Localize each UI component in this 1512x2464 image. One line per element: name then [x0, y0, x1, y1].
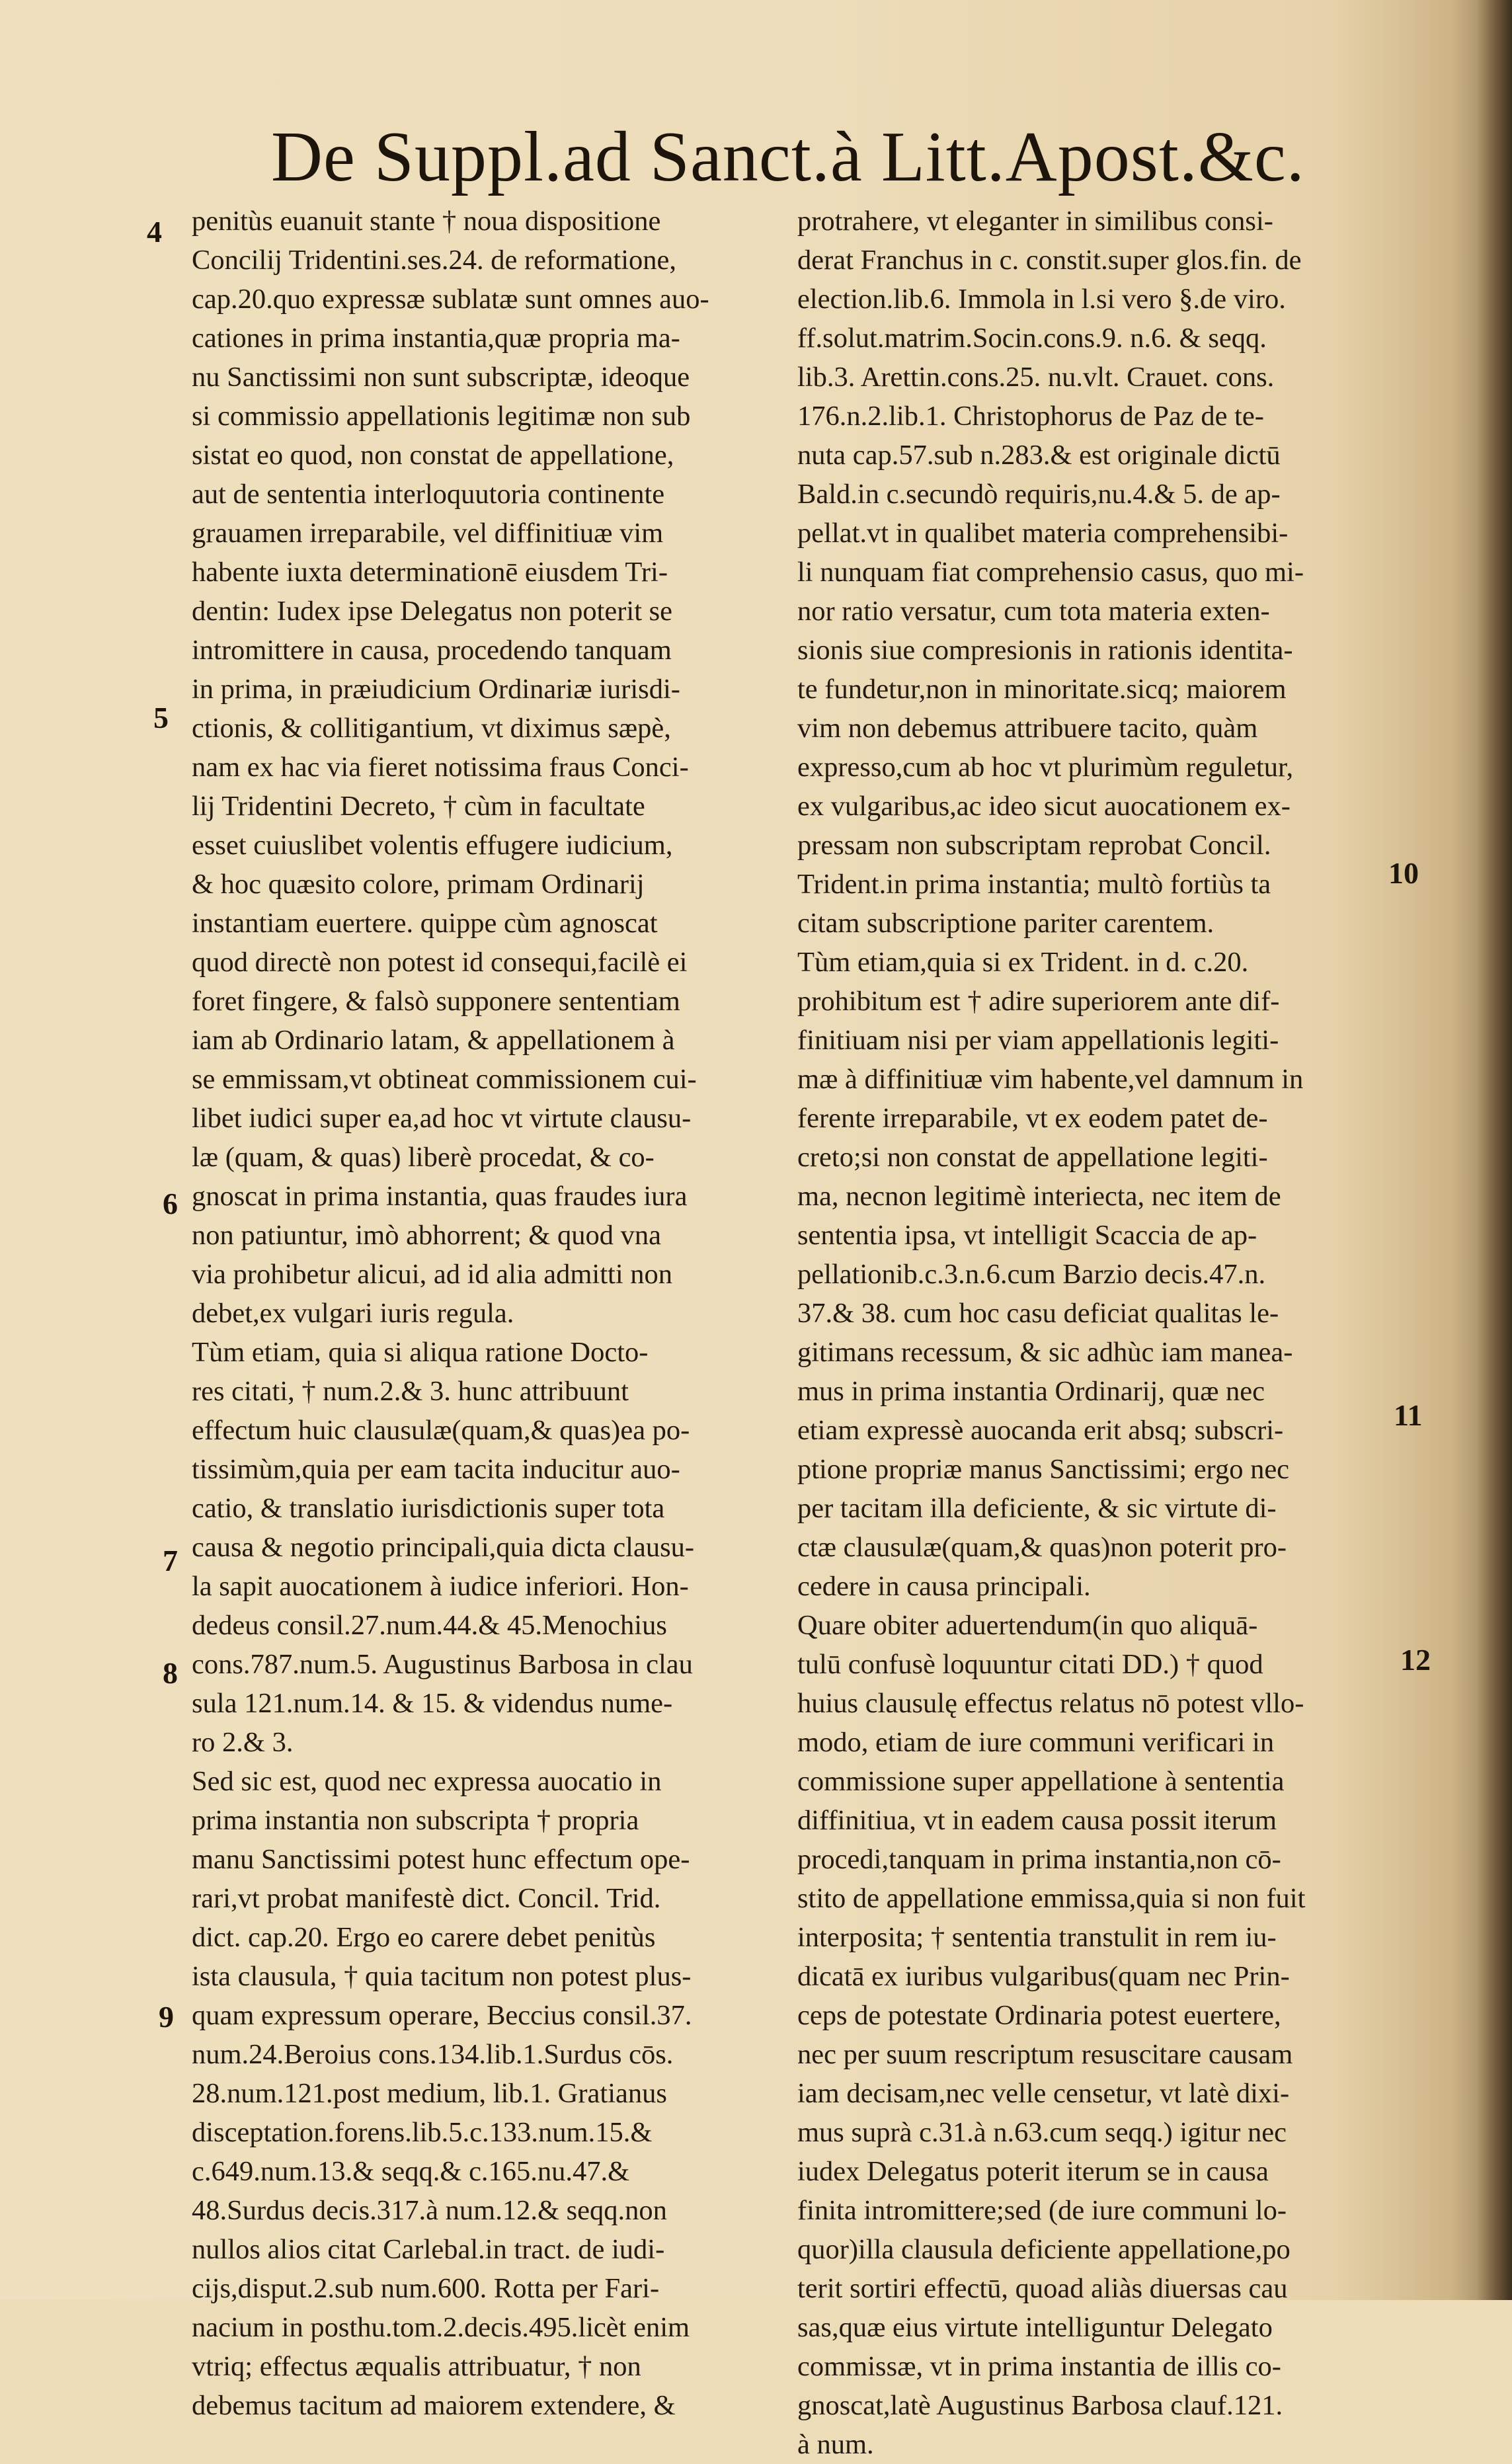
text-line: esset cuiuslibet volentis effugere iudicium,: [192, 830, 673, 861]
text-line: pellationib.c.3.n.6.cum Barzio decis.47.n.: [797, 1259, 1266, 1290]
text-line: cijs,disput.2.sub num.600. Rotta per Fari-: [192, 2273, 660, 2304]
text-line: dentin: Iudex ipse Delegatus non poterit se: [192, 596, 673, 627]
text-line: ma, necnon legitimè interiecta, nec item de: [797, 1181, 1281, 1212]
text-line: cationes in prima instantia,quæ propria ma-: [192, 323, 680, 354]
text-line: dicatā ex iuribus vulgaribus(quam nec Prin-: [797, 1961, 1290, 1992]
text-line: Bald.in c.secundò requiris,nu.4.& 5. de ap-: [797, 479, 1281, 510]
text-line: derat Franchus in c. constit.super glos.fin. de: [797, 245, 1302, 276]
margin-number: 5: [153, 701, 169, 735]
text-line: libet iudici super ea,ad hoc vt virtute clausu-: [192, 1103, 692, 1134]
text-line: à num.: [797, 2429, 874, 2460]
text-line: aut de sententia interloquutoria continente: [192, 479, 665, 510]
text-line: la sapit auocationem à iudice inferiori. Hon-: [192, 1571, 689, 1602]
text-line: 48.Surdus decis.317.à num.12.& seqq.non: [192, 2195, 667, 2226]
text-line: expresso,cum ab hoc vt plurimùm reguletur,: [797, 752, 1294, 783]
text-line: vim non debemus attribuere tacito, quàm: [797, 713, 1258, 744]
text-line: nu Sanctissimi non sunt subscriptæ, ideoque: [192, 362, 690, 393]
text-line: ex vulgaribus,ac ideo sicut auocationem ex-: [797, 791, 1291, 822]
margin-number: 9: [159, 2000, 174, 2034]
text-line: Quare obiter aduertendum(in quo aliquā-: [797, 1610, 1258, 1641]
text-line: protrahere, vt eleganter in similibus consi-: [797, 206, 1273, 237]
text-line: dict. cap.20. Ergo eo carere debet penitùs: [192, 1922, 656, 1953]
text-line: gnoscat in prima instantia, quas fraudes iura: [192, 1181, 688, 1212]
text-line: nullos alios citat Carlebal.in tract. de iudi-: [192, 2234, 665, 2265]
margin-number: 4: [147, 215, 162, 249]
text-line: Tùm etiam, quia si aliqua ratione Docto-: [192, 1337, 649, 1368]
text-line: habente iuxta determinationē eiusdem Tri-: [192, 557, 668, 588]
text-line: instantiam euertere. quippe cùm agnoscat: [192, 908, 658, 939]
text-line: via prohibetur alicui, ad id alia admitti non: [192, 1259, 673, 1290]
text-line: lij Tridentini Decreto, † cùm in facultate: [192, 791, 645, 822]
text-line: sionis siue compresionis in rationis identita-: [797, 635, 1293, 666]
text-line: & hoc quæsito colore, primam Ordinarij: [192, 869, 645, 900]
text-line: etiam expressè auocanda erit absq; subscri-: [797, 1415, 1284, 1446]
text-line: debemus tacitum ad maiorem extendere, &: [192, 2390, 676, 2421]
text-line: ista clausula, † quia tacitum non potest plus-: [192, 1961, 692, 1992]
margin-number: 8: [163, 1656, 178, 1690]
text-line: grauamen irreparabile, vel diffinitiuæ vim: [192, 518, 664, 549]
text-line: finita intromittere;sed (de iure communi lo-: [797, 2195, 1287, 2226]
text-line: vtriq; effectus æqualis attribuatur, † non: [192, 2351, 641, 2382]
text-line: interposita; † sententia transtulit in rem iu-: [797, 1922, 1277, 1953]
text-line: sistat eo quod, non constat de appellatione,: [192, 440, 674, 471]
text-line: nec per suum rescriptum resuscitare causam: [797, 2039, 1293, 2070]
text-line: cap.20.quo expressæ sublatæ sunt omnes auo-: [192, 284, 709, 315]
text-line: iam ab Ordinario latam, & appellationem à: [192, 1025, 675, 1056]
page-gutter-shadow: [1476, 0, 1512, 2300]
margin-number: 12: [1400, 1643, 1431, 1677]
text-line: stito de appellatione emmissa,quia si non fuit: [797, 1883, 1306, 1914]
text-line: tulū confusè loquuntur citati DD.) † quod: [797, 1649, 1263, 1680]
text-line: ceps de potestate Ordinaria potest euertere,: [797, 2000, 1281, 2031]
text-line: Sed sic est, quod nec expressa auocatio in: [192, 1766, 662, 1797]
text-line: in prima, in præiudicium Ordinariæ iurisdi-: [192, 674, 680, 705]
running-head: De Suppl.ad Sanct.à Litt.Apost.&c.: [271, 118, 1305, 196]
text-line: rari,vt probat manifestè dict. Concil. Trid.: [192, 1883, 661, 1914]
text-line: quam expressum operare, Beccius consil.37.: [192, 2000, 692, 2031]
text-line: diffinitiua, vt in eadem causa possit iterum: [797, 1805, 1277, 1836]
text-line: catio, & translatio iurisdictionis super tota: [192, 1493, 665, 1524]
text-line: finitiuam nisi per viam appellationis legiti-: [797, 1025, 1279, 1056]
text-line: ro 2.& 3.: [192, 1727, 294, 1758]
text-line: si commissio appellationis legitimæ non sub: [192, 401, 691, 432]
text-line: per tacitam illa deficiente, & sic virtute di-: [797, 1493, 1277, 1524]
text-line: mus in prima instantia Ordinarij, quæ nec: [797, 1376, 1265, 1407]
text-line: foret fingere, & falsò supponere sententiam: [192, 986, 680, 1017]
margin-number: 7: [163, 1544, 178, 1577]
text-line: pellat.vt in qualibet materia comprehensibi-: [797, 518, 1289, 549]
text-line: Trident.in prima instantia; multò fortiùs ta: [797, 869, 1271, 900]
text-line: terit sortiri effectū, quoad aliàs diuersas cau: [797, 2273, 1288, 2304]
text-line: creto;si non constat de appellatione legiti-: [797, 1142, 1268, 1173]
text-line: election.lib.6. Immola in l.si vero §.de viro.: [797, 284, 1286, 315]
margin-number: 11: [1394, 1398, 1423, 1432]
text-line: sas,quæ eius virtute intelliguntur Delegato: [797, 2312, 1273, 2343]
text-line: 176.n.2.lib.1. Christophorus de Paz de te-: [797, 401, 1264, 432]
text-line: quor)illa clausula deficiente appellatione,po: [797, 2234, 1291, 2265]
text-line: quod directè non potest id consequi,facilè ei: [192, 947, 688, 978]
left-text-column: [192, 202, 774, 2425]
text-line: non patiuntur, imò abhorrent; & quod vna: [192, 1220, 662, 1251]
text-line: modo, etiam de iure communi verificari in: [797, 1727, 1275, 1758]
text-line: mus suprà c.31.à n.63.cum seqq.) igitur nec: [797, 2117, 1287, 2148]
text-line: intromittere in causa, procedendo tanquam: [192, 635, 672, 666]
text-line: res citati, † num.2.& 3. hunc attribuunt: [192, 1376, 629, 1407]
text-line: citam subscriptione pariter carentem.: [797, 908, 1214, 939]
text-line: se emmissam,vt obtineat commissionem cui-: [192, 1064, 697, 1095]
text-line: cons.787.num.5. Augustinus Barbosa in clau: [192, 1649, 693, 1680]
text-line: gitimans recessum, & sic adhùc iam manea-: [797, 1337, 1293, 1368]
text-line: tissimùm,quia per eam tacita inducitur auo-: [192, 1454, 680, 1485]
text-line: nor ratio versatur, cum tota materia exten-: [797, 596, 1270, 627]
text-line: dedeus consil.27.num.44.& 45.Menochius: [192, 1610, 667, 1641]
text-line: prohibitum est † adire superiorem ante dif-: [797, 986, 1280, 1017]
text-line: Concilij Tridentini.ses.24. de reformatione,: [192, 245, 677, 276]
text-line: c.649.num.13.& seqq.& c.165.nu.47.&: [192, 2156, 630, 2187]
text-line: sula 121.num.14. & 15. & videndus nume-: [192, 1688, 673, 1719]
text-line: gnoscat,latè Augustinus Barbosa clauf.121.: [797, 2390, 1283, 2421]
text-line: cedere in causa principali.: [797, 1571, 1091, 1602]
text-line: manu Sanctissimi potest hunc effectum ope-: [192, 1844, 690, 1875]
text-line: commissæ, vt in prima instantia de illis co-: [797, 2351, 1281, 2382]
text-line: ff.solut.matrim.Socin.cons.9. n.6. & seqq.: [797, 323, 1267, 354]
text-line: ctionis, & collitigantium, vt diximus sæpè,: [192, 713, 671, 744]
text-line: iudex Delegatus poterit iterum se in causa: [797, 2156, 1269, 2187]
text-line: prima instantia non subscripta † propria: [192, 1805, 639, 1836]
text-line: te fundetur,non in minoritate.sicq; maiorem: [797, 674, 1287, 705]
text-line: debet,ex vulgari iuris regula.: [192, 1298, 514, 1329]
text-line: iam decisam,nec velle censetur, vt latè dixi-: [797, 2078, 1290, 2109]
right-text-column: [797, 202, 1379, 2464]
text-line: li nunquam fiat comprehensio casus, quo mi-: [797, 557, 1304, 588]
margin-number: 6: [163, 1187, 178, 1220]
text-line: Tùm etiam,quia si ex Trident. in d. c.20.: [797, 947, 1249, 978]
text-line: sententia ipsa, vt intelligit Scaccia de ap-: [797, 1220, 1257, 1251]
text-line: num.24.Beroius cons.134.lib.1.Surdus cōs.: [192, 2039, 674, 2070]
text-line: effectum huic clausulæ(quam,& quas)ea po-: [192, 1415, 690, 1446]
text-line: causa & negotio principali,quia dicta clausu-: [192, 1532, 695, 1563]
text-line: 28.num.121.post medium, lib.1. Gratianus: [192, 2078, 667, 2109]
text-line: ctæ clausulæ(quam,& quas)non poterit pro-: [797, 1532, 1287, 1563]
text-line: 37.& 38. cum hoc casu deficiat qualitas le-: [797, 1298, 1279, 1329]
text-line: mæ à diffinitiuæ vim habente,vel damnum in: [797, 1064, 1304, 1095]
text-line: disceptation.forens.lib.5.c.133.num.15.&: [192, 2117, 653, 2148]
margin-number: 10: [1388, 856, 1419, 890]
text-line: pressam non subscriptam reprobat Concil.: [797, 830, 1271, 861]
text-line: procedi,tanquam in prima instantia,non cō-: [797, 1844, 1281, 1875]
text-line: huius clausulę effectus relatus nō potest vllo-: [797, 1688, 1304, 1719]
text-line: lib.3. Arettin.cons.25. nu.vlt. Crauet. cons.: [797, 362, 1275, 393]
text-line: nam ex hac via fieret notissima fraus Conci-: [192, 752, 689, 783]
text-line: nuta cap.57.sub n.283.& est originale dictū: [797, 440, 1281, 471]
text-line: penitùs euanuit stante † noua dispositione: [192, 206, 661, 237]
text-line: commissione super appellatione à sententia: [797, 1766, 1285, 1797]
text-line: ptione propriæ manus Sanctissimi; ergo nec: [797, 1454, 1290, 1485]
text-line: ferente irreparabile, vt ex eodem patet de-: [797, 1103, 1268, 1134]
text-line: nacium in posthu.tom.2.decis.495.licèt enim: [192, 2312, 690, 2343]
text-line: læ (quam, & quas) liberè procedat, & co-: [192, 1142, 655, 1173]
